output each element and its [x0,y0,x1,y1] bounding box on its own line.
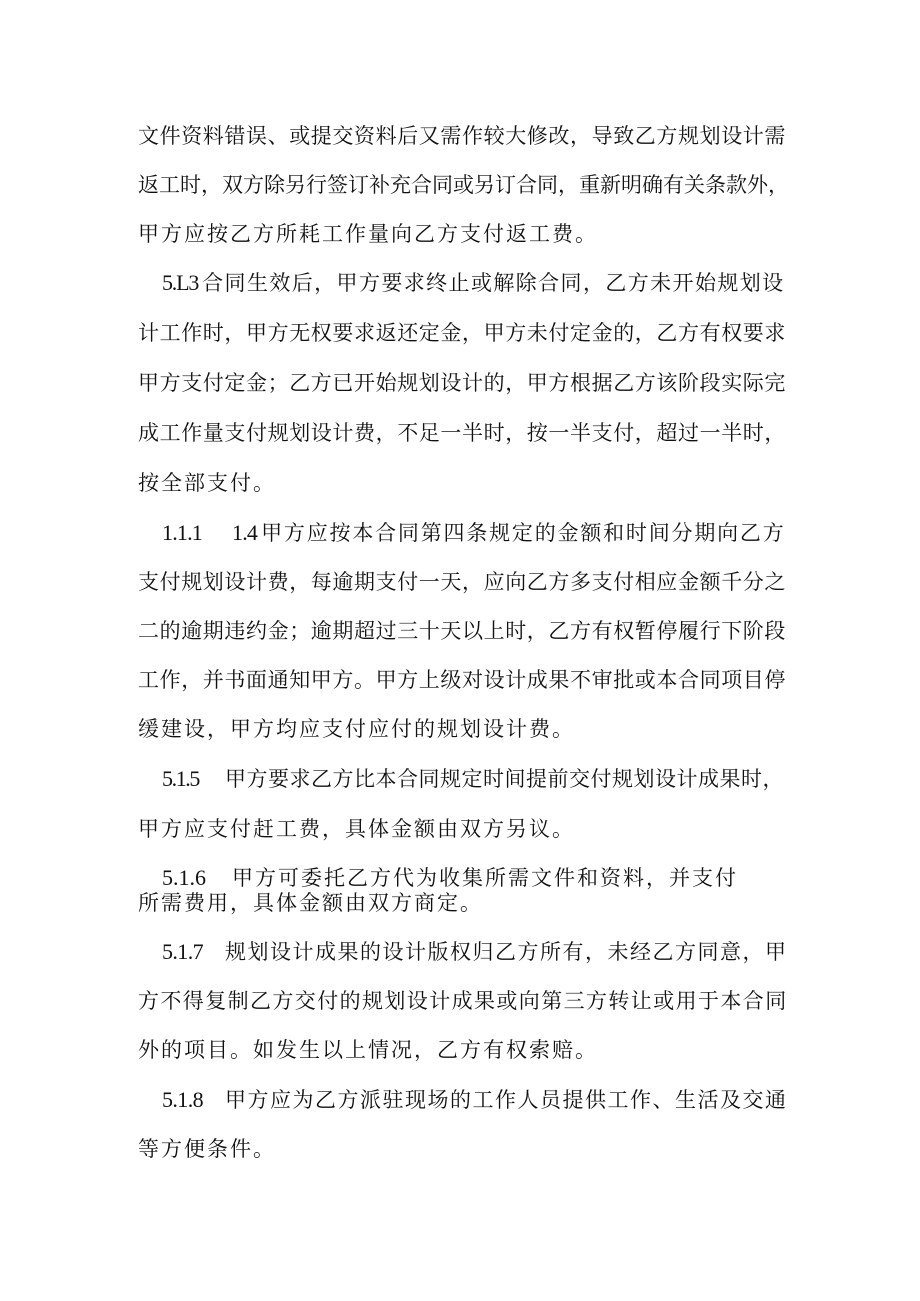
paragraph-line: 支付规划设计费，每逾期支付一天，应向乙方多支付相应金额千分之 [138,570,786,594]
paragraph-line: 二的逾期违约金；逾期超过三十天以上时，乙方有权暂停履行下阶段 [138,619,786,643]
paragraph-line: 甲方可委托乙方代为收集所需文件和资料，并支付 [232,866,738,890]
paragraph-line: 甲方应为乙方派驻现场的工作人员提供工作、生活及交通 [225,1088,788,1112]
clause-number: 5.1.8 [162,1087,204,1112]
paragraph-line: 缓建设，甲方均应支付应付的规划设计费。 [138,717,575,741]
clause-number: 5.1.6 [162,865,206,890]
clause-number: 1.1.1 [162,520,203,545]
clause-number: 5.1.5 [162,766,200,791]
paragraph-first-line [162,937,788,967]
paragraph-first-line [162,268,785,298]
paragraph-line: 等方便条件。 [138,1137,276,1161]
paragraph-first-line [162,1085,788,1115]
paragraph-line: 方不得复制乙方交付的规划设计成果或向第三方转让或用于本合同 [138,989,788,1013]
paragraph-line: 成工作量支付规划设计费，不足一半时，按一半支付，超过一半时， [138,421,786,445]
clause-subnumber: 1.4 [232,520,258,545]
paragraph-line: 文件资料错误、或提交资料后又需作较大修改，导致乙方规划设计需 [138,124,786,148]
paragraph-line: 甲方应按本合同第四条规定的金额和时间分期向乙方 [261,521,786,545]
paragraph-line: 按全部支付。 [138,471,276,495]
paragraph-line: 甲方支付定金；乙方已开始规划设计的，甲方根据乙方该阶段实际完 [138,371,786,395]
paragraph-line: 返工时，双方除另行签订补充合同或另订合同，重新明确有关条款外， [138,173,789,197]
paragraph-line: 甲方应按乙方所耗工作量向乙方支付返工费。 [138,222,598,246]
paragraph-first-line [162,764,784,794]
paragraph-line: 合同生效后，甲方要求终止或解除合同，乙方未开始规划设 [202,271,785,295]
paragraph-line: 所需费用，具体金额由双方商定。 [138,891,483,915]
paragraph-line: 规划设计成果的设计版权归乙方所有，未经乙方同意，甲 [225,940,788,964]
paragraph-line: 外的项目。如发生以上情况，乙方有权索赔。 [138,1038,598,1062]
clause-number: 5.1.7 [162,939,204,964]
paragraph-line: 工作，并书面通知甲方。甲方上级对设计成果不审批或本合同项目停 [138,668,786,692]
paragraph-line: 甲方要求乙方比本合同规定时间提前交付规划设计成果时， [225,767,785,791]
paragraph-line: 计工作时，甲方无权要求返还定金，甲方未付定金的，乙方有权要求 [138,321,786,345]
clause-number: 5.L3 [162,270,199,295]
paragraph-line: 甲方应支付赶工费，具体金额由双方另议。 [138,817,575,841]
paragraph-first-line [162,518,786,548]
